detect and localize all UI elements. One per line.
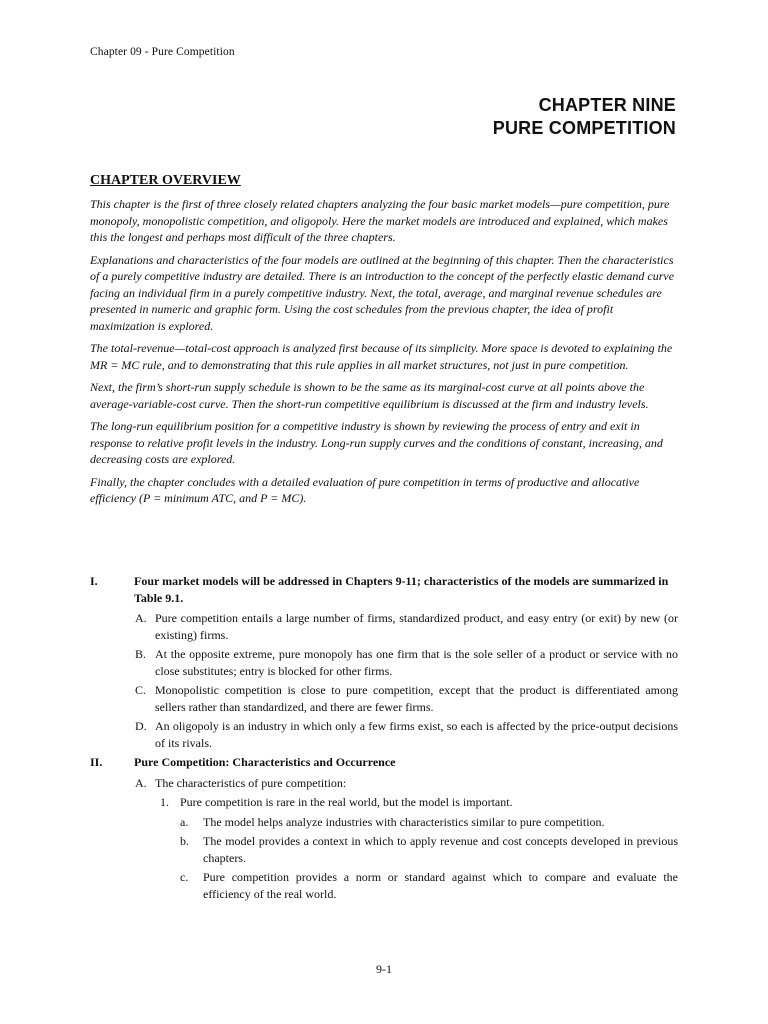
item-text: Pure competition is rare in the real world, but the model is important. — [180, 795, 513, 809]
item-label: B. — [135, 647, 147, 661]
page-number: 9-1 — [376, 962, 392, 976]
item-text: The characteristics of pure competition: — [155, 775, 347, 790]
overview-paragraph: The total-revenue—total-cost approach is analyzed first because of its simplicity. More space is devoted to explaining the MR = MC rule, and to demonstrating that this rule applies in all market structures, not just in pure competition. — [90, 341, 673, 372]
item-label: D. — [135, 719, 147, 733]
lecture-outline — [90, 573, 678, 905]
chapter-number: CHAPTER NINE — [538, 95, 676, 115]
item-text: At the opposite extreme, pure monopoly has one firm that is the sole seller of a product or service with no close substitutes; entry is blocked for other firms. — [155, 647, 678, 678]
outline-subsubitem — [90, 814, 678, 831]
item-label: A. — [135, 611, 147, 625]
overview-paragraph: This chapter is the first of three closely related chapters analyzing the four basic market models—pure competition, pure monopoly, monopolistic competition, and oligopoly. Here the market models are introduced and explained, which makes this the longest and perhaps most difficult of the three chapters. — [90, 197, 670, 244]
item-label: 1. — [160, 795, 169, 809]
outline-subitem — [90, 794, 678, 811]
overview-paragraph: The long-run equilibrium position for a competitive industry is shown by reviewing the process of entry and exit in response to relative profit levels in the industry. Long-run supply curves and the conditions of constant, increasing, and decreasing costs are explored. — [90, 419, 663, 466]
outline-item — [90, 775, 678, 792]
outline-subsubitem — [90, 833, 678, 866]
outline-item — [90, 610, 678, 643]
item-text: Pure competition provides a norm or standard against which to compare and evaluate the efficiency of the real world. — [203, 870, 678, 901]
item-label: b. — [180, 834, 189, 848]
item-label: c. — [180, 870, 189, 884]
outline-item — [90, 682, 678, 715]
chapter-title — [493, 94, 676, 140]
item-text: The model provides a context in which to apply revenue and cost concepts developed in previous chapters. — [203, 834, 678, 865]
overview-paragraph: Explanations and characteristics of the four models are outlined at the beginning of this chapter. Then the characteristics of a purely competitive industry are detailed. There is an introduction to the concept of the perfectly elastic demand curve facing an individual firm in a purely competitive industry. Next, the total, average, and marginal revenue schedules are presented in numeric and graphic form. Using the cost schedules from the previous chapter, the idea of profit maximization is explored. — [90, 252, 675, 333]
item-label: C. — [135, 683, 147, 697]
running-header: Chapter 09 - Pure Competition — [90, 46, 235, 58]
outline-section-2 — [90, 754, 678, 771]
outline-item — [90, 646, 678, 679]
outline-subsubitem — [90, 869, 678, 902]
item-text: An oligopoly is an industry in which only a few firms exist, so each is affected by the price-output decisions of its rivals. — [155, 719, 678, 750]
item-text: Pure competition entails a large number of firms, standardized product, and easy entry (or exit) by new (or existing) firms. — [155, 611, 678, 642]
overview-paragraph: Next, the firm’s short-run supply schedule is shown to be the same as its marginal-cost curve at all points above the average-variable-cost curve. Then the short-run competitive equilibrium is discussed at the firm and industry levels. — [90, 380, 649, 411]
chapter-name: PURE COMPETITION — [492, 118, 676, 138]
section-number: II. — [90, 755, 103, 769]
item-label: a. — [180, 814, 189, 829]
section-number: I. — [90, 574, 98, 588]
outline-item — [90, 718, 678, 751]
overview-paragraph: Finally, the chapter concludes with a detailed evaluation of pure competition in terms of productive and allocative efficiency (P = minimum ATC, and P = MC). — [90, 474, 640, 505]
outline-section-1 — [90, 573, 678, 606]
item-text: The model helps analyze industries with characteristics similar to pure competition. — [203, 814, 605, 829]
overview-section — [90, 196, 678, 513]
item-text: Monopolistic competition is close to pure competition, except that the product is differentiated among sellers rather than standardized, and there are fewer firms. — [155, 683, 678, 714]
overview-heading: CHAPTER OVERVIEW — [90, 173, 241, 188]
section-heading: Pure Competition: Characteristics and Occurrence — [134, 755, 396, 769]
item-label: A. — [135, 775, 147, 790]
section-heading: Four market models will be addressed in Chapters 9-11; characteristics of the models are summarized in Table 9.1. — [134, 574, 669, 605]
